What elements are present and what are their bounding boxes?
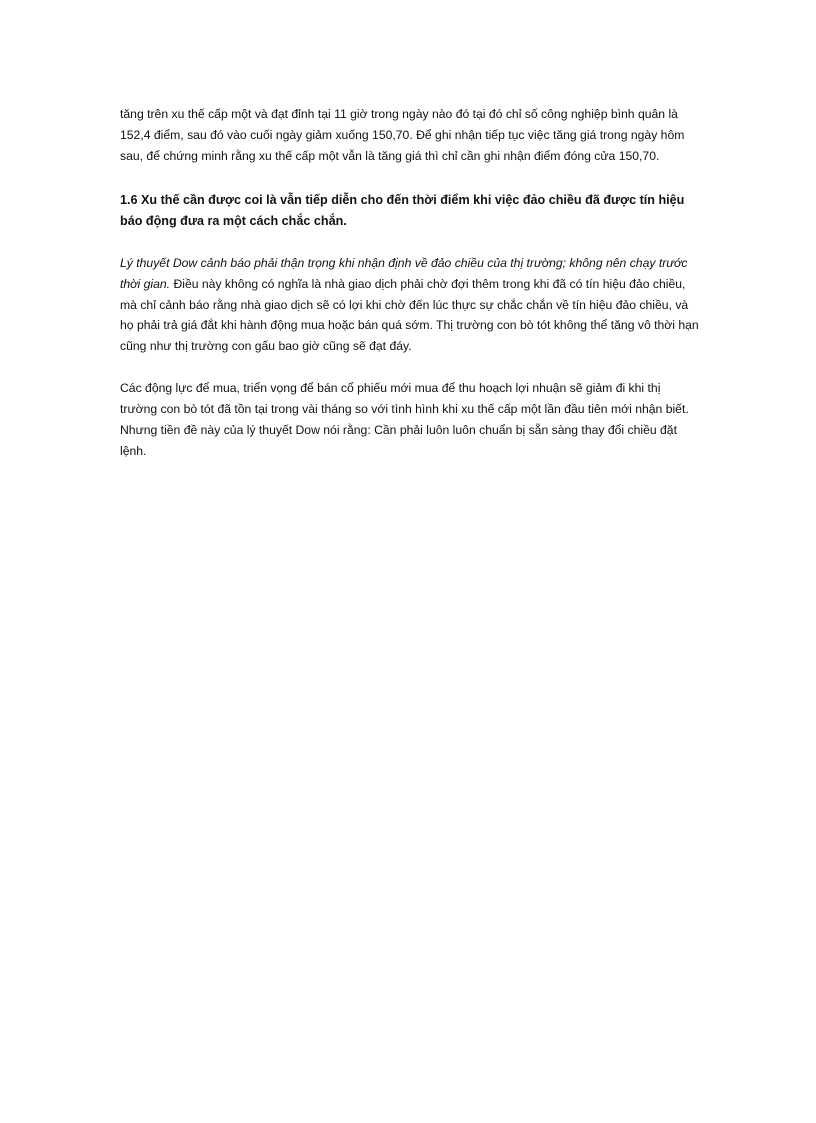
- paragraph-motivation: Các động lực để mua, triển vọng để bán cổ phiếu mới mua để thu hoạch lợi nhuận sẽ giảm đi khi thị trường con bò tót đã tồn tại trong vài tháng so với tình hình khi xu thế cấp một lần đầu tiên mới nhận biết. Nhưng tiền đề này của lý thuyết Dow nói rằng: Cần phải luôn luôn chuẩn bị sẵn sàng thay đổi chiều đặt lệnh.: [120, 381, 689, 458]
- paragraph-body-text: Điều này không có nghĩa là nhà giao dịch phải chờ đợi thêm trong khi đã có tín hiệu đảo chiều, mà chỉ cảnh báo rằng nhà giao dịch sẽ có lợi khi chờ đến lúc thực sự chắc chắn về tín hiệu đảo chiều, và họ phải trả giá đắt khi hành động mua hoặc bán quá sớm. Thị trường con bò tót không thể tăng vô thời hạn cũng như thị trường con gấu bao giờ cũng sẽ đạt đáy.: [120, 276, 699, 354]
- document-page: [120, 104, 700, 462]
- paragraph-dow-warning: [120, 253, 700, 358]
- paragraph-continuation: tăng trên xu thế cấp một và đạt đỉnh tại 11 giờ trong ngày nào đó tại đó chỉ số công nghiệp bình quân là 152,4 điểm, sau đó vào cuối ngày giảm xuống 150,70. Để ghi nhận tiếp tục việc tăng giá trong ngày hôm sau, để chứng minh rằng xu thế cấp một vẫn là tăng giá thì chỉ cần ghi nhận điểm đóng cửa 150,70.: [120, 107, 685, 163]
- italic-lead-sentence: Lý thuyết Dow cảnh báo phải thận trọng khi nhận định về đảo chiều của thị trường; không nên chạy trước thời gian.: [120, 255, 688, 291]
- section-heading-1-6: 1.6 Xu thế cần được coi là vẫn tiếp diễn cho đến thời điểm khi việc đảo chiều đã được tín hiệu báo động đưa ra một cách chắc chắn.: [120, 192, 685, 228]
